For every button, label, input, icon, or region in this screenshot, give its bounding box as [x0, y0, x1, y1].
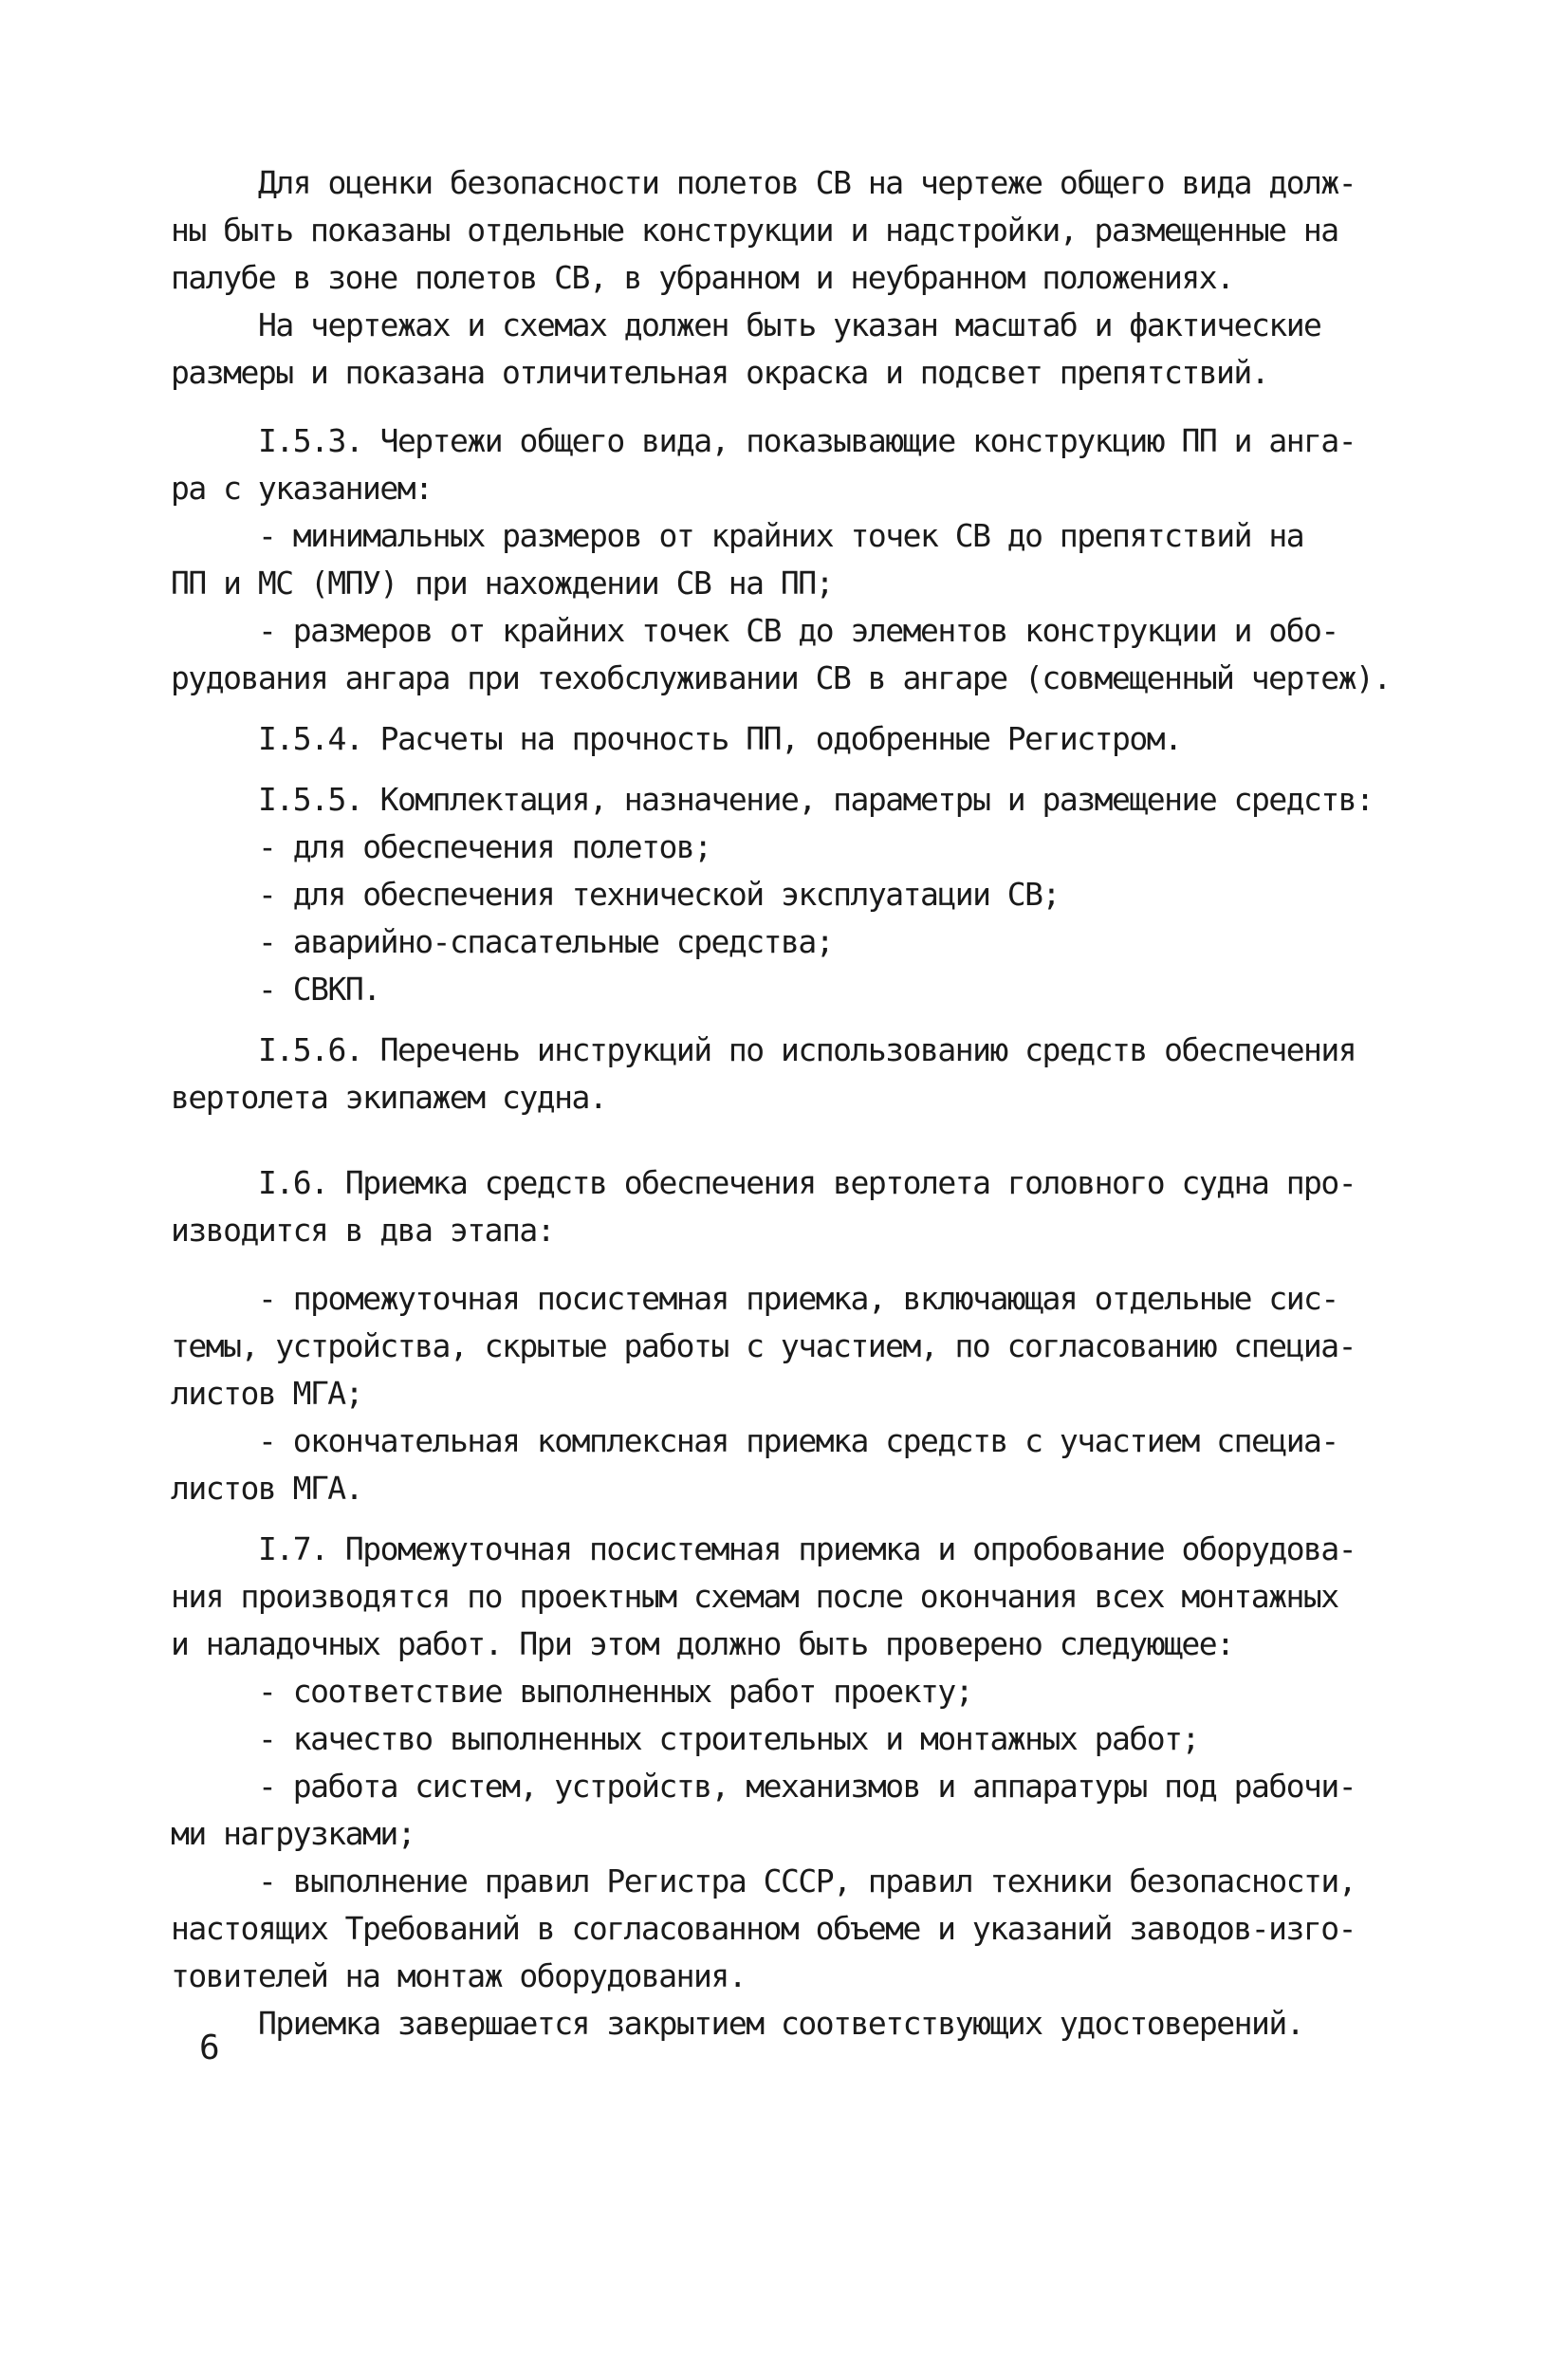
text-line: ра с указанием: — [171, 470, 433, 507]
list-item: - минимальных размеров от крайних точек СВ до препятствий на — [258, 517, 1304, 554]
paragraph-section-1-5-6 — [171, 1027, 1413, 1121]
text-line: ми нагрузками; — [171, 1815, 415, 1852]
paragraph-section-1-5-5 — [171, 776, 1413, 1013]
paragraph-scale-and-dimensions — [171, 302, 1413, 397]
paragraph-safety-drawings — [171, 159, 1413, 302]
text-line: рудования ангара при техобслуживании СВ в ангаре (совмещенный чертеж). — [171, 659, 1391, 696]
text-line: На чертежах и схемах должен быть указан масштаб и фактические — [258, 306, 1321, 343]
list-item: - размеров от крайних точек СВ до элементов конструкции и обо- — [258, 612, 1338, 649]
list-item: - аварийно-спасательные средства; — [258, 923, 834, 960]
text-line: товителей на монтаж оборудования. — [171, 1957, 747, 1994]
text-line: I.5.3. Чертежи общего вида, показывающие конструкцию ПП и анга- — [258, 422, 1356, 459]
page-number: 6 — [199, 2029, 220, 2067]
text-line: темы, устройства, скрытые работы с участием, по согласованию специа- — [171, 1327, 1356, 1364]
text-line: и наладочных работ. При этом должно быть проверено следующее: — [171, 1625, 1234, 1662]
list-item: - качество выполненных строительных и монтажных работ; — [258, 1720, 1199, 1757]
paragraph-section-1-5-3 — [171, 417, 1413, 702]
list-item: - соответствие выполненных работ проекту; — [258, 1673, 973, 1710]
text-line: I.5.5. Комплектация, назначение, параметры и размещение средств: — [258, 781, 1374, 818]
text-line: изводится в два этапа: — [171, 1212, 555, 1249]
text-line: Приемка завершается закрытием соответствующих удостоверений. — [258, 2005, 1304, 2042]
text-line: палубе в зоне полетов СВ, в убранном и неубранном положениях. — [171, 259, 1234, 296]
list-item: - выполнение правил Регистра СССР, правил техники безопасности, — [258, 1862, 1356, 1899]
text-line: настоящих Требований в согласованном объеме и указаний заводов-изго- — [171, 1910, 1356, 1947]
paragraph-section-1-7 — [171, 1526, 1413, 2047]
paragraph-section-1-6 — [171, 1159, 1413, 1254]
text-line: I.5.6. Перечень инструкций по использованию средств обеспечения — [258, 1031, 1356, 1068]
list-item: - окончательная комплексная приемка средств с участием специа- — [258, 1422, 1338, 1459]
text-line: I.7. Промежуточная посистемная приемка и опробование оборудова- — [258, 1530, 1356, 1567]
list-item: - СВКП. — [258, 971, 380, 1008]
document-body — [171, 159, 1413, 2047]
text-line: Для оценки безопасности полетов СВ на чертеже общего вида долж- — [258, 164, 1356, 201]
text-line: ПП и МС (МПУ) при нахождении СВ на ПП; — [171, 565, 833, 602]
text-line: ния производятся по проектным схемам после окончания всех монтажных — [171, 1578, 1338, 1615]
list-item: - для обеспечения полетов; — [258, 828, 711, 865]
text-line: листов МГА. — [171, 1470, 363, 1507]
text-line: вертолета экипажем судна. — [171, 1079, 607, 1116]
text-line: I.5.4. Расчеты на прочность ПП, одобренные Регистром. — [258, 720, 1182, 757]
text-line: ны быть показаны отдельные конструкции и надстройки, размещенные на — [171, 212, 1338, 249]
paragraph-section-1-5-4 — [171, 715, 1413, 763]
text-line: I.6. Приемка средств обеспечения вертолета головного судна про- — [258, 1164, 1356, 1201]
list-item: - для обеспечения технической эксплуатации СВ; — [258, 876, 1060, 913]
text-line: листов МГА; — [171, 1375, 363, 1412]
list-item: - работа систем, устройств, механизмов и аппаратуры под рабочи- — [258, 1768, 1356, 1805]
list-item: - промежуточная посистемная приемка, включающая отдельные сис- — [258, 1280, 1338, 1317]
paragraph-acceptance-stages — [171, 1275, 1413, 1512]
text-line: размеры и показана отличительная окраска и подсвет препятствий. — [171, 354, 1269, 391]
